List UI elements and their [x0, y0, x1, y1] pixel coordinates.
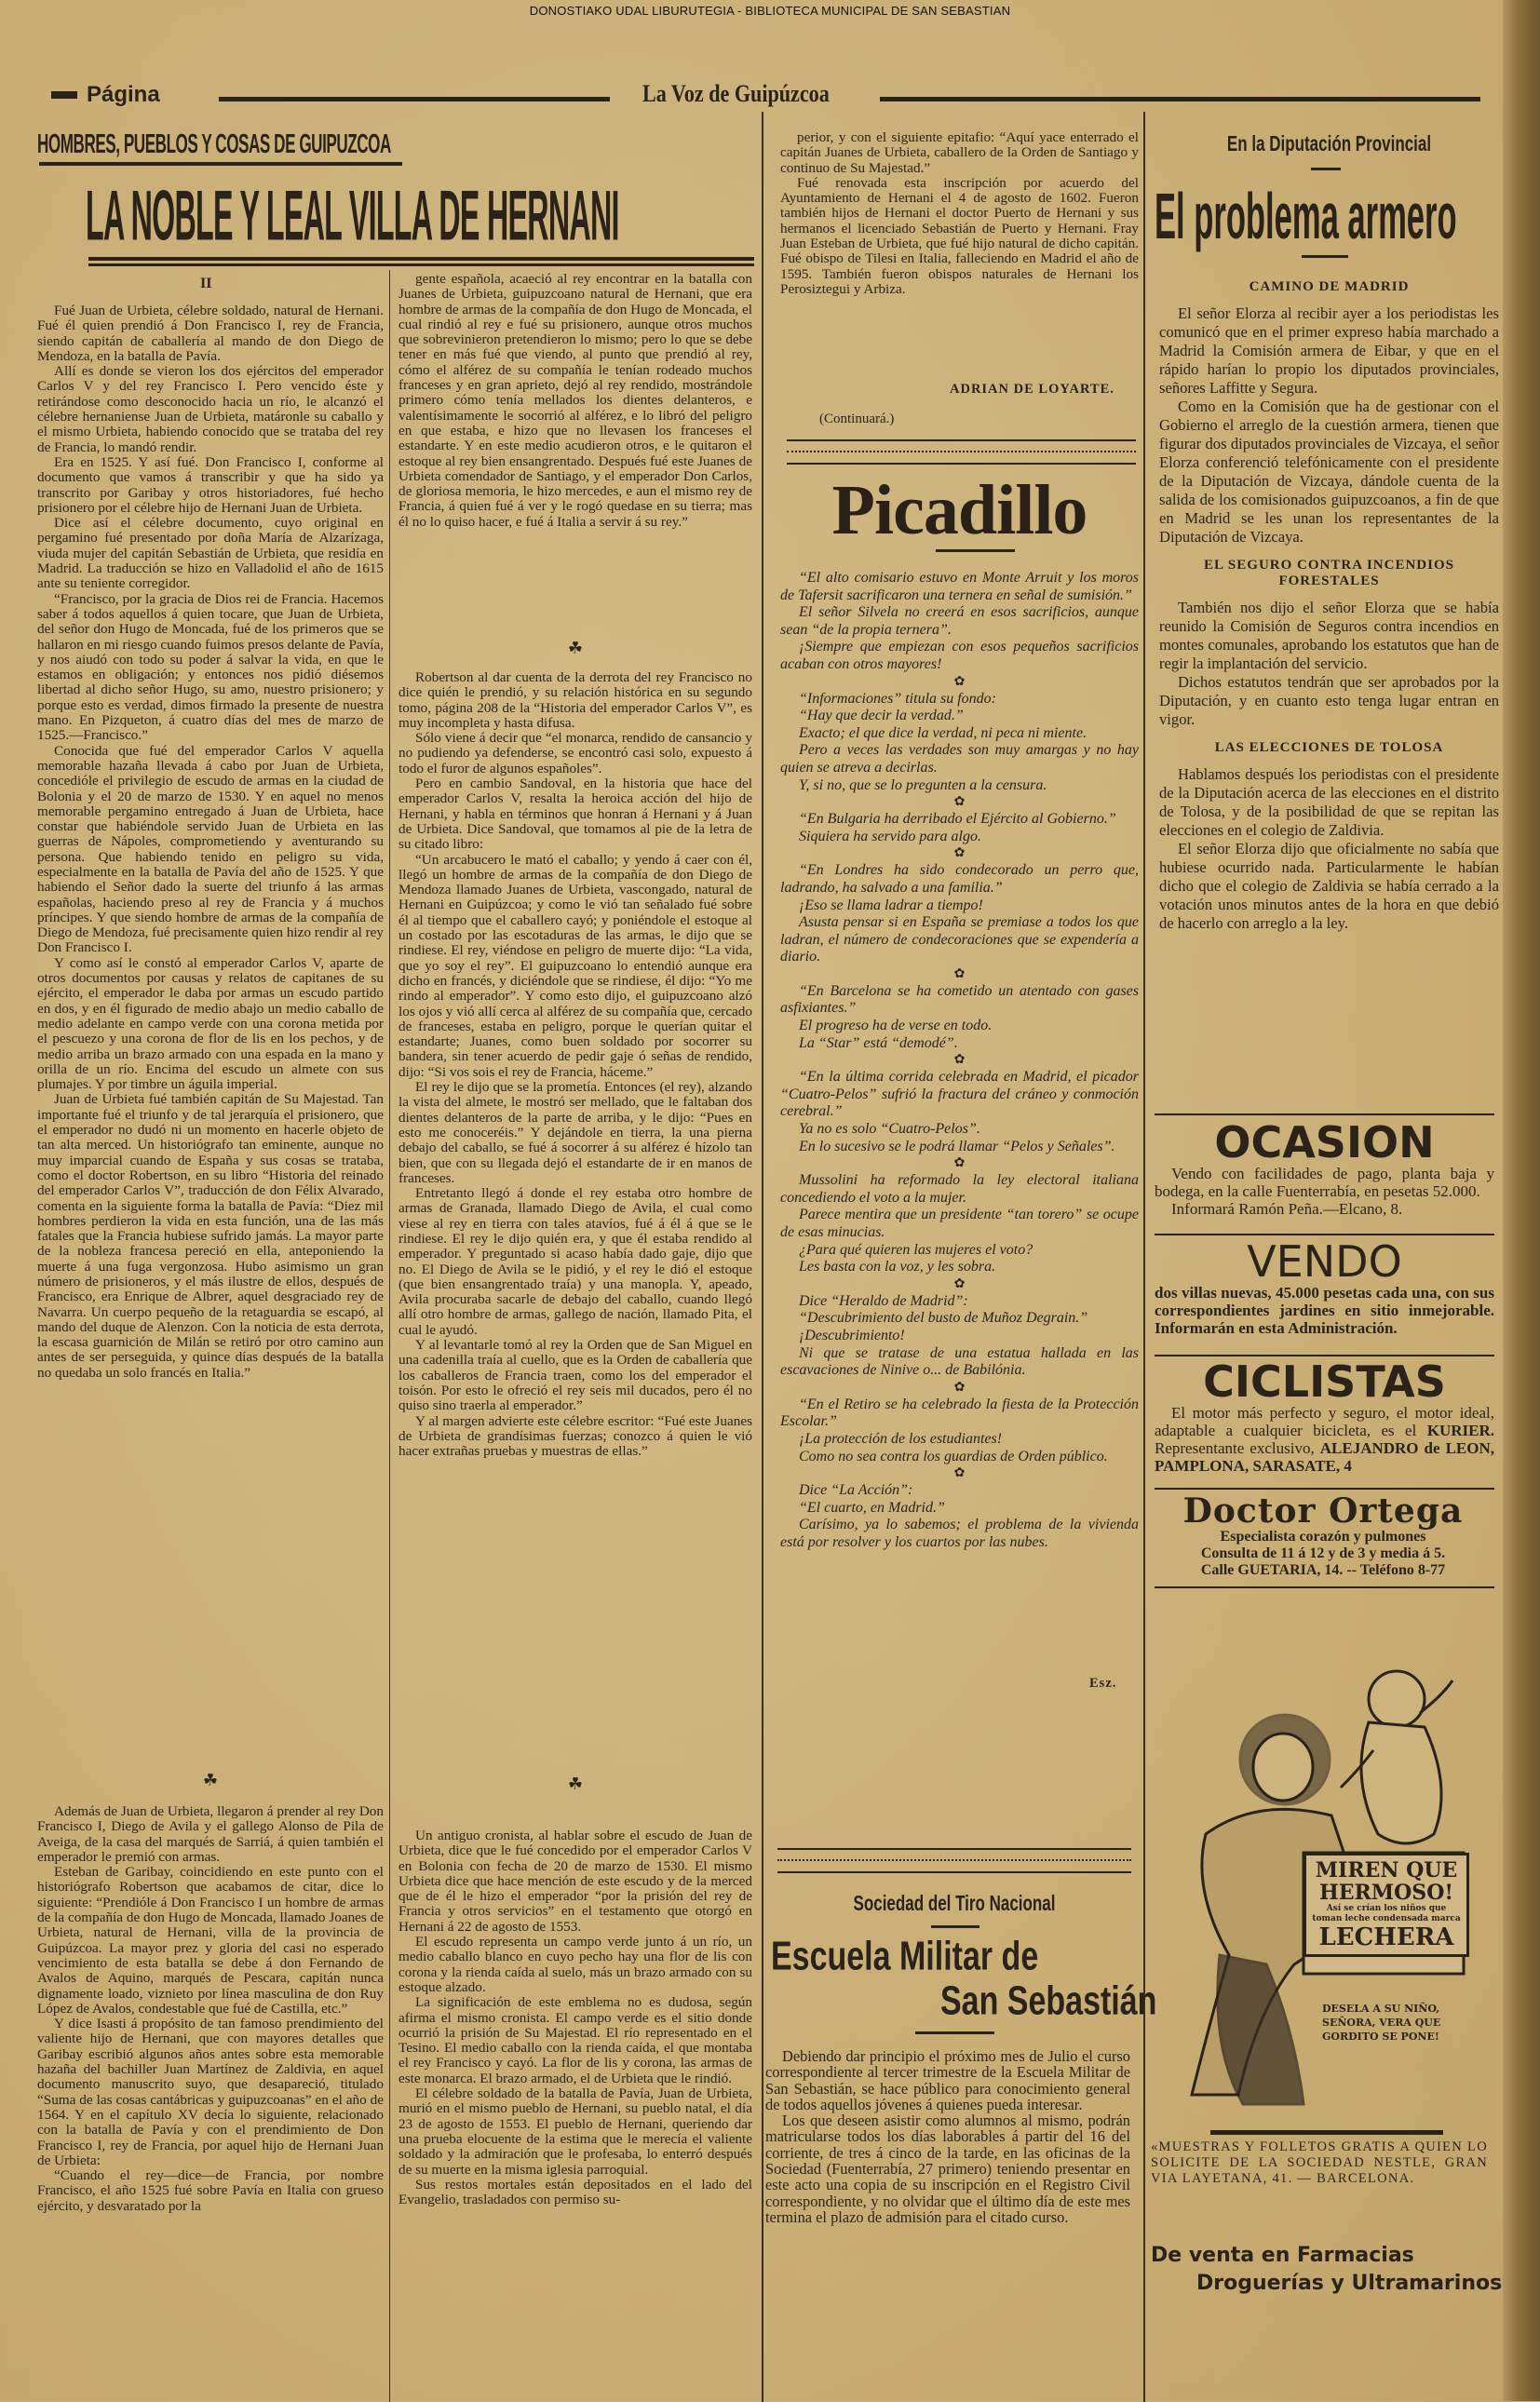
subsection-heading: EL SEGURO CONTRA INCENDIOS FORESTALES: [1204, 558, 1454, 588]
paragraph: Sus restos mortales están depositados en el lado del Evangelio, trasladados con permiso su-: [399, 2176, 752, 2208]
ad-title: CICLISTAS: [1203, 1356, 1446, 1407]
picadillo-line: Pero a veces las verdades son muy amargas y no hay quien se atreva a decirlas.: [780, 742, 1139, 776]
lechera-sale-line2: Droguerías y Ultramarinos: [1196, 2272, 1503, 2295]
paragraph: Era en 1525. Y así fué. Don Francisco I, conforme al documento que vamos á transcribir y que ha sido ya transcrito por Garibay y otros historiadores, fué hecho prisionero por el célebre hijo de Hernani Juan de Urbieta.: [37, 453, 384, 516]
paragraph: Y dice Isasti á propósito de tan famoso prendimiento del valiente hijo de Hernani, que con mayores detalles que Garibay escribió algunos años antes sobre esta memorable hazaña del bachiller Juan Martínez de Zaldivia, en aquel documento manuscrito suyo, que desapareció, titulado “Suma de las cosas cantábricas y guipuzcoanas” en el año de 1564. Y en el capítulo XV decía lo siguiente, relacionado con la batalla de Pavía y con el prendimiento de Don Francisco I, rey de Francia, por aquel hijo de Hernani Juan de Urbieta:: [37, 2016, 384, 2168]
ad-representative: ALEJANDRO de LEON, PAMPLONA, SARASATE, 4: [1155, 1439, 1495, 1475]
picadillo-line: La “Star” está “demodé”.: [799, 1034, 958, 1051]
picadillo-line: Y, si no, que se lo pregunten a la censura.: [799, 776, 1047, 793]
article-column-1b: [37, 1804, 384, 2400]
picadillo-line: “En Barcelona se ha cometido un atentado con gases asfixiantes.”: [780, 982, 1139, 1017]
ornament-icon: ✿: [953, 795, 966, 810]
picadillo-line: Mussolini ha reformado la ley electoral italiana concediendo el voto a la mujer.: [780, 1172, 1139, 1206]
paragraph: También nos dijo el señor Elorza que se había reunido la Comisión de Seguros contra incendios en montes comunales, aprobando los estatutos que han de regir la implantación del servicio.: [1159, 599, 1499, 672]
section-ornament: ☘: [202, 1771, 219, 1789]
title-rule: [936, 549, 1015, 552]
headline-rule: [88, 257, 754, 261]
paragraph: perior, y con el siguiente epitafio: “Aquí yace enterrado el capitán Juanes de Urbieta, caballero de la Orden de Santiago y continuo de Su Majestad.”: [780, 130, 1139, 176]
picadillo-line: El progreso ha de verse en todo.: [799, 1018, 993, 1034]
paragraph: El señor Elorza dijo que oficialmente no sabía que hubiese ocurrido nada. Particularmente le habían dicho que el colegio de Zaldivia se había cerrado a la votación unos minutos antes de la hora en que debió de hacerlo con arreglo a la ley.: [1159, 840, 1499, 932]
ad-divider: [1155, 1586, 1494, 1588]
picadillo-line: ¡Siempre que empiezan con esos pequeños sacrificios acaban con otros mayores!: [780, 639, 1139, 672]
paragraph: Hablamos después los periodistas con el presidente de la Diputación acerca de las elecciones en el distrito de Tolosa, y de la posibilidad de que se repitan las elecciones en el colegio de Zaldivia.: [1159, 765, 1499, 839]
newspaper-name: La Voz de Guipúzcoa: [642, 80, 830, 107]
lechera-samples: «MUESTRAS Y FOLLETOS GRATIS A QUIEN LO SOLICITE DE LA SOCIEDAD NESTLE, GRAN VIA LAYETANA, 41. — BARCELONA.: [1151, 2139, 1488, 2186]
section-rule: [777, 1871, 1131, 1873]
column-divider: [1143, 112, 1145, 2402]
paragraph: Y al margen advierte este célebre escritor: “Fué este Juanes de Urbieta de grandísimas fuerzas; conozco á quien le vió hacer extrañas pruebas y muestras de ellas.”: [399, 1412, 752, 1460]
ad-body: El motor más perfecto y seguro, el motor ideal, adaptable a cualquier bicicleta, es el: [1155, 1404, 1494, 1439]
ad-body: dos villas nuevas, 45.000 pesetas cada una, con sus correspondientes jardines en sitio inmejorable. Informarán en esta Administración.: [1155, 1284, 1494, 1337]
ad-body-2: Representante exclusivo,: [1155, 1439, 1315, 1457]
ad-title: Doctor Ortega: [1182, 1491, 1464, 1531]
paragraph: Dichos estatutos tendrán que ser aprobados por la Diputación, y en cuanto esto tenga lugar entran en vigor.: [1159, 673, 1499, 728]
headline-rule: [88, 263, 754, 266]
paragraph: Como en la Comisión que ha de gestionar con el Gobierno el arreglo de la cuestión armera, tienen que figurar dos diputados provinciales de Vizcaya, el señor Elorza conferenció telefónicamente con el presidente de la Diputación de Vizcaya, dándole cuenta de la salida de los comisionados guipuzcoanos, a fin de que en Madrid se les unan los representantes de la Diputación de Vizcaya.: [1159, 398, 1499, 546]
ad-body: Vendo con facilidades de pago, planta baja y bodega, en la calle Fuenterrabía, en pesetas 52.000.: [1155, 1165, 1494, 1200]
picadillo-line: ¡La protección de los estudiantes!: [799, 1430, 1003, 1447]
ornament-icon: ✿: [953, 1380, 966, 1395]
picadillo-line: “En el Retiro se ha celebrado la fiesta de la Protección Escolar.”: [780, 1396, 1139, 1430]
section-rule: [787, 439, 1136, 441]
paragraph: Fué Juan de Urbieta, célebre soldado, natural de Hernani. Fué él quien prendió á Don Francisco I, rey de Francia, siendo capitán de caballería al mando de don Diego de Mendoza, en la batalla de Pavía.: [37, 304, 384, 364]
paragraph: El célebre soldado de la batalla de Pavía, Juan de Urbieta, murió en el mismo pueblo de Hernani, su pueblo natal, el día 23 de agosto de 1553. El pueblo de Hernani, queriendo dar una prueba elocuente de la estima que le merecía el valiente soldado y la admiración que le profesaba, lo enterró después de su muerte en la misma iglesia parroquial.: [399, 2085, 752, 2178]
section-rule-wavy: [777, 1854, 1131, 1861]
author-signature: ADRIAN DE LOYARTE.: [950, 382, 1114, 397]
ad-title: VENDO: [1247, 1236, 1402, 1287]
section-kicker: Sociedad del Tiro Nacional: [853, 1891, 1056, 1916]
picadillo-line: “Informaciones” titula su fondo:: [799, 690, 997, 707]
paragraph: Esteban de Garibay, coincidiendo en este punto con el historiógrafo Robertson que acabamos de citar, dice lo siguiente: “Prendióle á Don Francisco I un hombre de armas de la compañía de don Hugo de Moncada, llamado Joanes de Urbieta, natural de Hernani, villa de la provincia de Guipúzcoa. La mayor prez y gloria del casi no esperado vencimiento de esta batalla se debe á don Fernando de Avalos de Aquino, marqués de Pescara, capitán nunca dignamente loado, viznieto por línea masculina de don Ruy López de Avalos, condestable que fué de Castilla, etc.”: [37, 1864, 384, 2017]
ornament-icon: ✿: [953, 674, 966, 689]
paragraph: Pero en cambio Sandoval, en la historia que hace del emperador Carlos V, resalta la heroica acción del hijo de Hernani, y habla en términos que honran á Hernani y á Juan de Urbieta. Dice Sandoval, que tomamos al pie de la letra de su citado libro:: [399, 776, 752, 853]
paragraph: “Un arcabucero le mató el caballo; y yendo á caer con él, llegó un hombre de armas de la compañía de don Diego de Mendoza llamado Juanes de Urbieta, vascongado, natural de Hernani en Guipúzcoa; y como le vió tan señalado fué sobre él al tiempo que el caballero cayó; y poniéndole el estoque al un costado por las escotaduras de las armas, le dijo que se rindiese. El rey, viéndose en peligro de muerte dijo: “La vida, que yo soy el rey”. El guipuzcoano lo entendió aunque era dicho en francés, y diciéndole que se rindiese, él dijo: “Yo me rindo al emperador”. Y como esto dijo, el guipuzcoano alzó los ojos y vió allí cerca al alférez de su compañía que, cercado de franceses, estaba en peligro, porque le querían quitar el estandarte; Juanes, como buen soldado por socorrer su bandera, sin tener acuerdo de pedir gaje ó señas de rendido, dijo: “Si vos sois el rey de Francia, háceme.”: [399, 851, 752, 1080]
ornament-icon: ✿: [953, 846, 966, 861]
article-part-number: II: [200, 276, 212, 291]
picadillo-line: ¡Descubrimiento!: [799, 1327, 905, 1343]
lechera-box: [1304, 1853, 1469, 1957]
ad-base-rule: [1210, 2130, 1443, 2135]
paragraph: gente española, acaeció al rey encontrar en la batalla con Juanes de Urbieta, guipuzcoano natural de Hernani, que era hombre de armas de la compañía de don Hugo de Moncada, el cual rindió al rey e fué su prisionero, aunque otros muchos que sobrevinieron pretendieron lo mismo; pero lo que se debe tener en más fué que viendo, al punto que prendió al rey, cómo el alférez de su compañía le tenían rodeado muchos franceses y en gran aprieto, dejó al rey rendido, mostrándole primero cómo tenía mellados los dientes delanteros, e valentísimamente le socorrió al alférez, e lo libró del peligro en que estaba, e hizo que no llevasen los franceses el estandarte. Y en este medio acudieron otros, e le quitaron el estoque al rey bien ensangrentado. Después fué este Juanes de Urbieta comendador de Santiago, y el emperador Don Carlos, de gloriosa memoria, le hizo mercedes, e aun el mismo rey de Francia, á quien fué á ver y le rogó quedase en su tierra; mas él no lo quiso hacer, e fué á Italia a servir á su rey.”: [399, 272, 752, 530]
library-watermark: DONOSTIAKO UDAL LIBURUTEGIA - BIBLIOTECA MUNICIPAL DE SAN SEBASTIAN: [529, 4, 1011, 18]
paragraph: “Cuando el rey—dice—de Francia, por nombre Francisco, el año 1525 fué sobre Pavía en Italia con grueso ejército, y desvaratado por la: [37, 2167, 384, 2214]
paragraph: Y como así le constó al emperador Carlos V, aparte de otros documentos por causas y relatos de capitanes de su ejército, el emperador le daba por armas un escudo partido en dos, y en él figurado de medio abajo un medio caballo de medio adelante en campo verde con una corona metida por el pescuezo y una corona de flor de lis en los pechos, y de medio arriba un brazo armado con una espada en la mano y orilla de un río. Encima del escudo un almete con sus plumajes. Y por timbre un águila imperial.: [37, 954, 384, 1093]
ad-divider: [1155, 1234, 1494, 1235]
subsection-heading: CAMINO DE MADRID: [1249, 279, 1410, 294]
lechera-subtitle: Así se crían los niños que toman leche condensada marca: [1312, 1904, 1461, 1923]
kicker-rule: [39, 162, 402, 166]
picadillo-line: “Descubrimiento del busto de Muñoz Degrain.”: [799, 1310, 1088, 1327]
ad-contact: Informará Ramón Peña.—Elcano, 8.: [1171, 1200, 1403, 1218]
ornament-icon: ✿: [953, 1466, 966, 1481]
ad-line: Calle GUETARIA, 14. -- Teléfono 8-77: [1200, 1562, 1446, 1578]
picadillo-line: “En Bulgaria ha derribado el Ejército al Gobierno.”: [799, 811, 1116, 828]
paragraph: Y al levantarle tomó al rey la Orden que de San Miguel en una cadenilla traía al cuello, que es la Orden de caballería que los caballeros de Francia traen, como los del emperador el toisón. Por esto le ofreció el rey seis mil ducados, pero él no quiso sino traerla al emperador.”: [399, 1337, 752, 1414]
picadillo-line: Parece mentira que un presidente “tan torero” se ocupe de esas minucias.: [780, 1207, 1139, 1240]
lechera-headline-1: MIREN QUE: [1315, 1858, 1458, 1882]
section-title-line2: San Sebastián: [940, 1978, 1157, 2024]
page-label-text: Página: [87, 82, 160, 107]
paragraph: El escudo representa un campo verde junto á un río, un medio caballo blanco en cuyo pecho hay una flor de lis con corona y la rienda caída al suelo, más un brazo armado con su estoque alzado.: [399, 1934, 752, 1995]
paragraph: El señor Elorza al recibir ayer a los periodistas les comunicó que en el primer expreso había marchado a Madrid la Comisión armera de Eibar, y que en el rápido harían lo propio los diputados provinciales, señores Laffitte y Segura.: [1159, 304, 1499, 397]
paragraph: Robertson al dar cuenta de la derrota del rey Francisco no dice quién le prendió, y su relación histórica en su segundo tomo, página 208 de la “Historia del emperador Carlos V”, es muy incompleta y hasta difusa.: [399, 670, 752, 731]
paragraph: Dice así el célebre documento, cuyo original en pergamino fué presentado por doña María de Alzarízaga, viuda mujer del capitán Sebastián de Urbieta, que residía en Madrid. La traducción se hizo en Valladolid el año de 1615 ante su teniente corregidor.: [37, 515, 384, 592]
section-ornament: ☘: [567, 639, 584, 657]
paragraph: Sólo viene á decir que “el monarca, rendido de cansancio y no pudiendo ya defenderse, se encontró casi solo, expuesto á todo el furor de algunos españoles”.: [399, 730, 752, 776]
masthead-rule-left: [219, 97, 610, 101]
picadillo-line: Les basta con la voz, y les sobra.: [799, 1259, 996, 1275]
section-rule: [777, 1848, 1131, 1850]
picadillo-line: ¡Eso se llama ladrar a tiempo!: [799, 897, 983, 913]
lechera-brand: LECHERA: [1318, 1923, 1454, 1951]
title-rule: [915, 2031, 994, 2034]
ornament-icon: ✿: [953, 1276, 966, 1291]
ad-line: Especialista corazón y pulmones: [1220, 1529, 1426, 1545]
picadillo-line: Exacto; el que dice la verdad, ni peca ni miente.: [799, 724, 1087, 741]
ad-divider: [1155, 1488, 1494, 1490]
paragraph: Además de Juan de Urbieta, llegaron á prender al rey Don Francisco I, Diego de Avila y el gallego Alonso de Pila de Aveiga, de la casa del marqués de Sarriá, á quien también el emperador le premió con armas.: [37, 1804, 384, 1865]
paragraph: Entretanto llegó á donde el rey estaba otro hombre de armas de Granada, llamado Diego de Avila, el cual como viese al rey en tierra con tales atavíos, fué á él á que se le rindiese. El rey le dijo quién era, y que él estaba rendido al emperador. Y preguntado si acaso había dado gaje, dijo que no. El Diego de Avila se le pidió, y el rey le dió el estoque (que bien ensangrentado traía) y una manopla. Y, apeado, Avila procuraba sacarle de debajo del caballo, cuando llegó allí otro hombre de armas, gallego de nación, llamado Pita, el cual le ayudó.: [399, 1185, 752, 1338]
paragraph: Conocida que fué del emperador Carlos V aquella memorable hazaña llevada á cabo por Juan de Urbieta, concedióle el privilegio de escudo de armas en la ciudad de Bolonia y el 20 de marzo de 1530. Y en aquel no menos memorable pergamino entregado á Juan de Urbieta, hace constar que habiéndole servido Juan de Urbieta en las guerras de Nápoles, comprometiendo y aventurando su persona. Que habiendo tenido en peligro su vida, especialmente en la batalla de Pavía del año de 1525. Y que habiendo el Señor dado la suerte del triunfo á las armas españolas, haciendo preso al rey de Francia y á muchos príncipes. Y que siendo hombre de armas de la compañía de Diego de Mendoza, fué precisamente quien hizo rendir al rey Don Francisco I.: [37, 742, 384, 956]
picadillo-line: Ni que se tratase de una estatua hallada en las escavaciones de Ninive o... de Babilónia.: [780, 1344, 1139, 1379]
paragraph: Debiendo dar principio el próximo mes de Julio el curso correspondiente al tercer trimestre de la Escuela Militar de San Sebastián, se hace público para conocimiento general de todos aquellos jóvenes á quienes pueda interesar.: [765, 2048, 1130, 2113]
lechera-headline-2: HERMOSO!: [1318, 1881, 1454, 1905]
section-kicker: En la Diputación Provincial: [1226, 131, 1432, 156]
title-rule: [931, 1925, 979, 1928]
article-column-2b: [399, 670, 752, 1767]
picadillo-line: Carísimo, ya lo sabemos; el problema de la vivienda está por resolver y los cuartos por las nubes.: [780, 1517, 1139, 1550]
masthead-ornament: [51, 91, 77, 99]
section-body: [1159, 279, 1499, 1108]
article-column-2a: [399, 272, 752, 635]
ad-line: Consulta de 11 á 12 y de 3 y media á 5.: [1200, 1545, 1446, 1561]
picadillo-line: ¿Para qué quieren las mujeres el voto?: [799, 1241, 1033, 1258]
subsection-heading: LAS ELECCIONES DE TOLOSA: [1214, 740, 1444, 755]
ad-divider: [1155, 1113, 1494, 1115]
picadillo-line: “En la última corrida celebrada en Madrid, el picador “Cuatro-Pelos” sufrió la fractura del cráneo y conmoción cerebral.”: [780, 1069, 1139, 1120]
ornament-icon: ✿: [953, 966, 966, 981]
paragraph: Allí es donde se vieron los dos ejércitos del emperador Carlos V y del rey Francisco I. Pero vencido éste y retirándose como desconocido hacia un río, le alcanzó el célebre hernaniense Juan de Urbieta, matáronle su caballo y el mismo Urbieta, habiendo conocido que se trataba del rey de Francia, lo mandó rendir.: [37, 363, 384, 455]
section-body: [765, 2048, 1130, 2393]
picadillo-items: [780, 570, 1139, 1673]
masthead-rule-right: [880, 97, 1480, 101]
article-column-2c: [399, 1828, 752, 2400]
paragraph: La significación de este emblema no es dudosa, según afirma el mismo cronista. El campo verde es el sitio donde ocurrió la prisión de Su Majestad. El río representado en el Tesino. El medio caballo con la rienda caída, el que montaba el rey Francisco y cayó. La flor de lis y corona, las armas de este monarca. El brazo armado, el de Urbieta que le rindió.: [399, 1994, 752, 2086]
ad-title: OCASION: [1214, 1117, 1435, 1167]
ornament-icon: ✿: [953, 1156, 966, 1171]
column-divider: [389, 270, 390, 2402]
paragraph: “Francisco, por la gracia de Dios rei de Francia. Hacemos saber á todos aquellos á quien tocare, que Juan de Urbieta, del señor don Hugo de Moncada, fué de los primeros que se hallaron en mi riesgo cuando fuimos presos delante de Pavía, y nos aiudó con todo su poder á salvar la vida, en que le estamos en obligación; y entonces nos pidió diésemos libertad al dicho señor Hugo, su amo, nuestro prisionero; y porque esto es verdad, dimos firmado la presente de nuestra mano. En Pizqueton, á cuatro días del mes de marzo de 1525.—Francisco.”: [37, 590, 384, 744]
paragraph: El rey le dijo que se la prometía. Entonces (el rey), alzando la vista del almete, le mostró ser mellado, que le faltaban dos dientes delanteros de la parte de arriba, y le dijo: “Pues en esto me conoceréis.” Y dejándole en tierra, la una pierna debajo del caballo, se fué á socorrer á su alférez é hízolo tan bien, que con su llegada dejó el estandarte de ir en manos de franceses.: [399, 1079, 752, 1186]
section-rule: [787, 463, 1136, 465]
paragraph: Un antiguo cronista, al hablar sobre el escudo de Juan de Urbieta, dice que le fué concedido por el emperador Carlos V en Bolonia con fecha de 20 de marzo de 1530. El mismo Urbieta dice que hace mención de este escudo y de la merced que de él le hizo el emperador “por la prisión del rey de Francia y otros servicios” en el testamento que otorgó en Hernani á 22 de agosto de 1553.: [399, 1828, 752, 1935]
picadillo-line: Siquiera ha servido para algo.: [799, 828, 981, 844]
lechera-sale-line1: De venta en Farmacias: [1151, 2244, 1414, 2267]
picadillo-line: “El alto comisario estuvo en Monte Arruit y los moros de Tafersit sacrificaron una ternera en señal de sumisión.”: [780, 570, 1139, 603]
paragraph: Los que deseen asistir como alumnos al mismo, podrán matricularse todos los días laborables á partir del 16 del corriente, de tres á cinco de la tarde, en las oficinas de la Sociedad (Fuenterrabía, 27 primero) teniendo presentar en este acto una copia de su inscripción en el Registro Civil correspondiente, y no olvidar que el último día de este mes termina el plazo de admisión para el citado curso.: [765, 2112, 1130, 2226]
paragraph: Juan de Urbieta fué también capitán de Su Majestad. Tan importante fué el triunfo y de tal jerarquía el prisionero, que el emperador no dudó ni un momento en hacerle objeto de tan alta merced. Un historiógrafo tan eminente, aunque no muy imparcial cuando de España y sus cosas se trataba, como el doctor Robertson, en su libro “Historia del reinado del emperador Carlos V”, traducción de don Félix Alvarado, comenta en la siguiente forma la batalla de Pavía: “Diez mil hombres perdieron la vida en esta función, una de las más fatales que la Francia hubiese sufrido jamás. La mayor parte de la nobleza francesa pereció en ella, anteponiendo la muerte á una fuga vergonzosa. Hubo asimismo un gran número de prisioneros, y el más ilustre de ellos, después de Francisco, era Enrique de Albrer, aquel desgraciado rey de Navarra. Un cuerpo pequeño de la retaguardia se escapó, al mando del duque de Alenzon. Con la noticia de esta derrota, la escasa guarnición de Milán se retiró por otro camino aun antes de ser perseguida, y quince días después de la batalla no quedaba un solo francés en Italia.”: [37, 1091, 384, 1381]
section-ornament: ☘: [567, 1775, 584, 1793]
article-column-1a: [37, 304, 384, 1765]
section-title: El problema armero: [1155, 182, 1457, 253]
picadillo-line: En lo sucesivo se le podrá llamar “Pelos y Señales”.: [799, 1138, 1115, 1154]
picadillo-signature: Esz.: [1089, 1676, 1117, 1691]
ad-vendo: [1155, 1236, 1494, 1337]
picadillo-line: Ya no es solo “Cuatro-Pelos”.: [799, 1121, 980, 1138]
picadillo-line: “Hay que decir la verdad.”: [799, 708, 964, 724]
ad-ocasion: [1155, 1117, 1494, 1218]
title-rule: [1302, 255, 1348, 258]
picadillo-line: Asusta pensar si en España se premiase a todos los que ladran, el número de condecoraciones que se expendería a diario.: [780, 914, 1139, 965]
page-binding-edge: [1503, 0, 1540, 2401]
ad-brand: KURIER.: [1426, 1422, 1495, 1439]
lechera-caption: DESELA A SU NIÑO, SEÑORA, VERA QUE GORDITO SE PONE!: [1322, 2003, 1441, 2043]
article-kicker: HOMBRES, PUEBLOS Y COSAS DE GUIPUZCOA: [37, 130, 391, 160]
picadillo-line: Dice “Heraldo de Madrid”:: [799, 1292, 968, 1309]
ad-ciclistas: [1155, 1356, 1495, 1475]
picadillo-line: Como no sea contra los guardias de Orden público.: [799, 1448, 1108, 1464]
picadillo-line: “El cuarto, en Madrid.”: [799, 1499, 945, 1516]
continued-note: (Continuará.): [819, 412, 895, 426]
section-title-line1: Escuela Militar de: [771, 1934, 1039, 1979]
column-divider: [762, 112, 763, 2402]
picadillo-line: “En Londres ha sido condecorado un perro que, ladrando, ha salvado a una familia.”: [780, 862, 1139, 896]
title-rule: [1311, 168, 1341, 170]
section-rule-wavy: [787, 445, 1136, 452]
picadillo-line: Dice “La Acción”:: [799, 1482, 913, 1499]
article-column-3: [780, 130, 1139, 374]
paragraph: Fué renovada esta inscripción por acuerdo del Ayuntamiento de Hernani el 4 de agosto de 1602. Fueron también hijos de Hernani el doctor Puerto de Hernani y sus hermanos el licenciado Sebastián de Puerto y Hernani. Fray Juan Esteban de Urbieta, que fué hijo natural de dicho capitán. Fué obispo de Tilesi en Italia, falleciendo en Madrid el año de 1595. También fueron obispos naturales de Hernani los Perosiztegui y Arbiza.: [780, 174, 1139, 297]
ornament-icon: ✿: [953, 1053, 966, 1068]
picadillo-line: El señor Silvela no creerá en esos sacrificios, aunque sean “de la propia ternera”.: [780, 604, 1139, 638]
page-label: [51, 82, 160, 108]
ad-doctor-ortega: [1151, 1493, 1495, 1579]
column-title-picadillo: Picadillo: [831, 471, 1087, 549]
article-headline: LA NOBLE Y LEAL VILLA DE HERNANI: [86, 175, 619, 256]
